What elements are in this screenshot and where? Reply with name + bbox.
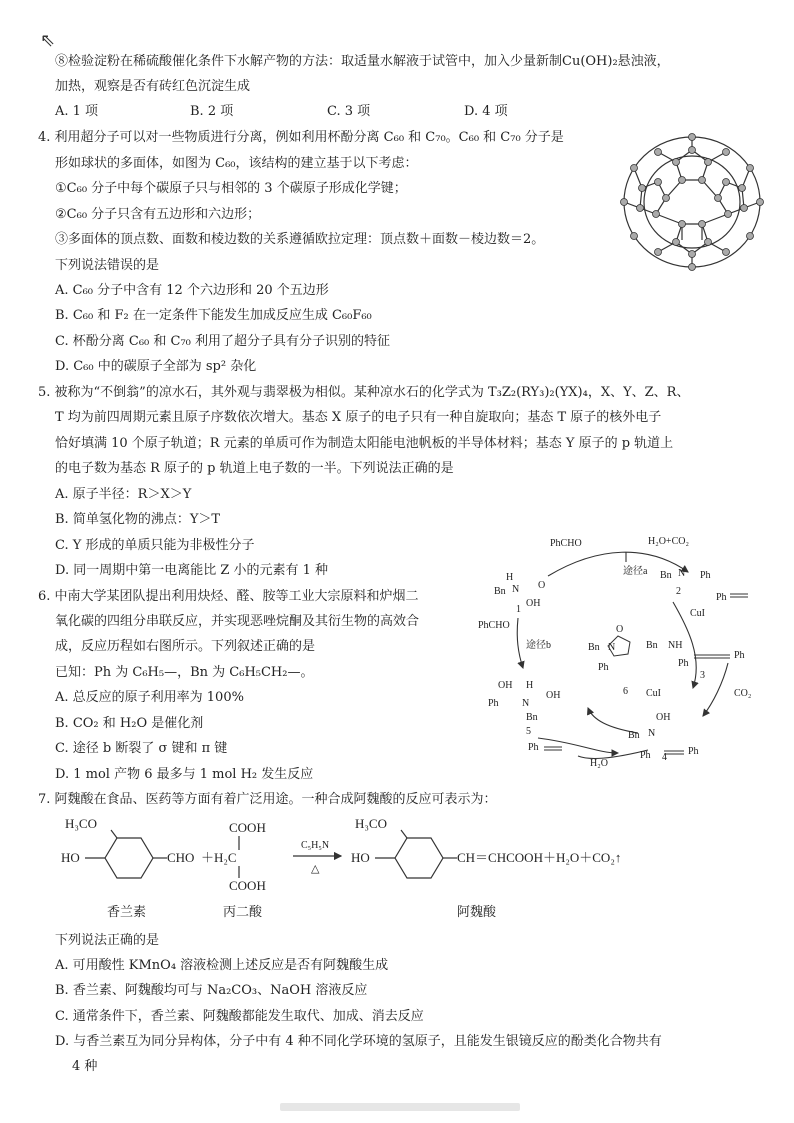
- product-h3co: H₃CO: [355, 816, 387, 831]
- compound5-bn: Bn: [526, 712, 538, 723]
- q5-option-b: B. 简单氢化物的沸点：Y＞T: [55, 512, 221, 527]
- q4-point2: ②C₆₀ 分子只含有五边形和六边形；: [55, 207, 261, 222]
- q5-stem-line3: 恰好填满 10 个原子轨道；R 元素的单质可作为制造太阳能电池帆板的半导体材料；基态 Y 原子的 p 轨道上: [55, 436, 674, 451]
- compound5-n: N: [522, 698, 530, 709]
- h2o-label: H₂O: [590, 758, 608, 769]
- vanillin-ring: [85, 830, 167, 878]
- compound4-oh: OH: [656, 712, 671, 723]
- q4-option-a: A. C₆₀ 分子中含有 12 个六边形和 20 个五边形: [55, 283, 329, 298]
- compound1-oh: OH: [526, 598, 541, 609]
- product-ho: HO: [351, 850, 370, 865]
- compound5-oh-left: OH: [498, 680, 513, 691]
- compound1-bn: Bn: [494, 586, 506, 597]
- q6-given: 已知：Ph 为 C₆H₅—，Bn 为 C₆H₅CH₂—。: [55, 665, 314, 680]
- phenylacetylene-top-ph: Ph: [716, 592, 727, 603]
- mouse-cursor-icon: ⇖: [40, 30, 56, 51]
- compound5-ph: Ph: [488, 698, 499, 709]
- vanillin-h3co: H₃CO: [65, 816, 97, 831]
- h2o-release-arrow: [578, 750, 648, 758]
- q6-stem-line1: 6. 中南大学某团队提出利用炔烃、醛、胺等工业大宗原料和炉烟二: [38, 589, 419, 604]
- co2-label: CO₂: [734, 688, 752, 699]
- phcho-left-label: PhCHO: [478, 620, 510, 631]
- compound2-ph: Ph: [700, 570, 711, 581]
- compound3-bn: Bn: [646, 640, 658, 651]
- cui-label-1: CuI: [690, 608, 705, 619]
- compound5-oh-right: OH: [546, 690, 561, 701]
- malonic-cooh-bottom: COOH: [229, 878, 266, 893]
- compound6-number: 6: [623, 686, 628, 697]
- q3-item8-line1: ⑧检验淀粉在稀硫酸催化条件下水解产物的方法：取适量水解液于试管中，加入少量新制Cu(OH)₂悬浊液，: [55, 54, 670, 69]
- name-ferulic-acid: 阿魏酸: [457, 904, 497, 919]
- q6-stem-line2: 氧化碳的四组分串联反应，并实现恶唑烷酮及其衍生物的高效合: [55, 614, 420, 629]
- compound5-h: H: [526, 680, 534, 691]
- route-b-to-4-arrow: [538, 738, 618, 753]
- q4-option-b: B. C₆₀ 和 F₂ 在一定条件下能发生加成反应生成 C₆₀F₆₀: [55, 308, 372, 323]
- q3-option-d: D. 4 项: [464, 104, 508, 119]
- q4-point3: ③多面体的顶点数、面数和棱边数的关系遵循欧拉定理：顶点数＋面数－棱边数＝2。: [55, 232, 545, 247]
- q7-option-a: A. 可用酸性 KMnO₄ 溶液检测上述反应是否有阿魏酸生成: [55, 958, 389, 973]
- q5-option-a: A. 原子半径：R＞X＞Y: [55, 487, 192, 502]
- route-b-arrow: [517, 618, 523, 668]
- q3-item8-line2: 加热，观察是否有砖红色沉淀生成: [55, 79, 251, 94]
- q7-option-c: C. 通常条件下，香兰素、阿魏酸都能发生取代、加成、消去反应: [55, 1009, 424, 1024]
- compound1-h: H: [506, 572, 514, 583]
- q5-stem-line2: T 均为前四周期元素且原子序数依次增大。基态 X 原子的电子只有一种自旋取向；基态 T 原子的核外电子: [55, 410, 662, 425]
- q7-question: 下列说法正确的是: [55, 933, 160, 948]
- catalyst-label: C₅H₅N: [301, 840, 330, 851]
- name-malonic-acid: 丙二酸: [223, 904, 263, 919]
- route-a-label: 途径a: [623, 566, 648, 577]
- q3-option-a: A. 1 项: [55, 104, 99, 119]
- compound2-n: N: [678, 568, 686, 579]
- route-b-label: 途径b: [526, 640, 551, 651]
- q3-option-c: C. 3 项: [327, 104, 371, 119]
- q7-option-d: D. 与香兰素互为同分异构体，分子中有 4 种不同化学环境的氢原子，且能发生银镜反应的酚类化合物共有: [55, 1034, 662, 1049]
- vanillin-ho: HO: [61, 850, 80, 865]
- q3-option-b: B. 2 项: [190, 104, 234, 119]
- q5-option-c: C. Y 形成的单质只能为非极性分子: [55, 538, 255, 553]
- cui-label-2: CuI: [646, 688, 661, 699]
- q4-point1: ①C₆₀ 分子中每个碳原子只与相邻的 3 个碳原子形成化学键；: [55, 181, 407, 196]
- compound6-ph: Ph: [598, 662, 609, 673]
- ferulic-acid-synthesis-equation: [55, 812, 745, 924]
- compound6-o: O: [616, 624, 624, 635]
- co2-arrow: [703, 663, 728, 716]
- q7-option-d-continued: 4 种: [72, 1059, 98, 1074]
- compound6-n: N: [608, 642, 616, 653]
- compound6-bn: Bn: [588, 642, 600, 653]
- compound4-ph-left: Ph: [640, 750, 651, 761]
- reaction-cycle-diagram: [478, 528, 768, 778]
- q6-option-a: A. 总反应的原子利用率为 100%: [55, 690, 244, 705]
- name-vanillin: 香兰素: [107, 904, 147, 919]
- compound5-number: 5: [526, 726, 531, 737]
- c60-fullerene-figure: [612, 128, 772, 278]
- malonic-h2c: ＋H₂C: [201, 850, 237, 865]
- q7-intro: 7. 阿魏酸在食品、医药等方面有着广泛用途。一种合成阿魏酸的反应可表示为：: [38, 792, 497, 807]
- q6-option-c: C. 途径 b 断裂了 σ 键和 π 键: [55, 741, 228, 756]
- compound1-o: O: [538, 580, 546, 591]
- compound2-bn: Bn: [660, 570, 672, 581]
- compound3-nh: NH: [668, 640, 683, 651]
- q4-option-c: C. 杯酚分离 C₆₀ 和 C₇₀ 利用了超分子具有分子识别的特征: [55, 334, 391, 349]
- q4-stem-line1: 4. 利用超分子可以对一些物质进行分离，例如利用杯酚分离 C₆₀ 和 C₇₀。C₆₀ 和 C₇₀ 分子是: [38, 130, 564, 145]
- compound1-number: 1: [516, 604, 521, 615]
- compound3-number: 3: [700, 670, 705, 681]
- compound1-n: N: [512, 584, 520, 595]
- product-ring: [375, 830, 457, 878]
- compound4-number: 4: [662, 752, 667, 763]
- q6-option-b: B. CO₂ 和 H₂O 是催化剂: [55, 716, 204, 731]
- compound4-n: N: [648, 728, 656, 739]
- heat-symbol: △: [311, 863, 320, 875]
- compound3-ph-left: Ph: [678, 658, 689, 669]
- compound4-ph-right: Ph: [688, 746, 699, 757]
- q6-stem-line3: 成，反应历程如右图所示。下列叙述正确的是: [55, 639, 316, 654]
- malonic-cooh-top: COOH: [229, 820, 266, 835]
- q6-option-d: D. 1 mol 产物 6 最多与 1 mol H₂ 发生反应: [55, 767, 314, 782]
- h2o-co2-label: H₂O+CO₂: [648, 536, 689, 547]
- q5-stem-line4: 的电子数为基态 R 原子的 p 轨道上电子数的一半。下列说法正确的是: [55, 461, 454, 476]
- phenylacetylene-bottom-ph: Ph: [528, 742, 539, 753]
- q4-stem-line2: 形如球状的多面体，如图为 C₆₀，该结构的建立基于以下考虑：: [55, 156, 418, 171]
- compound3-ph-right: Ph: [734, 650, 745, 661]
- vanillin-cho: CHO: [167, 850, 195, 865]
- compound2-number: 2: [676, 586, 681, 597]
- page-footer-smudge: [280, 1103, 520, 1111]
- phcho-top-label: PhCHO: [550, 538, 582, 549]
- q5-option-d: D. 同一周期中第一电离能比 Z 小的元素有 1 种: [55, 563, 329, 578]
- compound4-bn: Bn: [628, 730, 640, 741]
- q4-option-d: D. C₆₀ 中的碳原子全部为 sp² 杂化: [55, 359, 257, 374]
- product-chain: CH＝CHCOOH＋H₂O＋CO₂↑: [457, 850, 622, 865]
- q5-stem-line1: 5. 被称为“不倒翁”的凉水石，其外观与翡翠极为相似。某种凉水石的化学式为 T₃Z₂(RY₃)₂(YX)₄，X、Y、Z、R、: [38, 385, 690, 400]
- q7-option-b: B. 香兰素、阿魏酸均可与 Na₂CO₃、NaOH 溶液反应: [55, 983, 368, 998]
- q4-question: 下列说法错误的是: [55, 258, 160, 273]
